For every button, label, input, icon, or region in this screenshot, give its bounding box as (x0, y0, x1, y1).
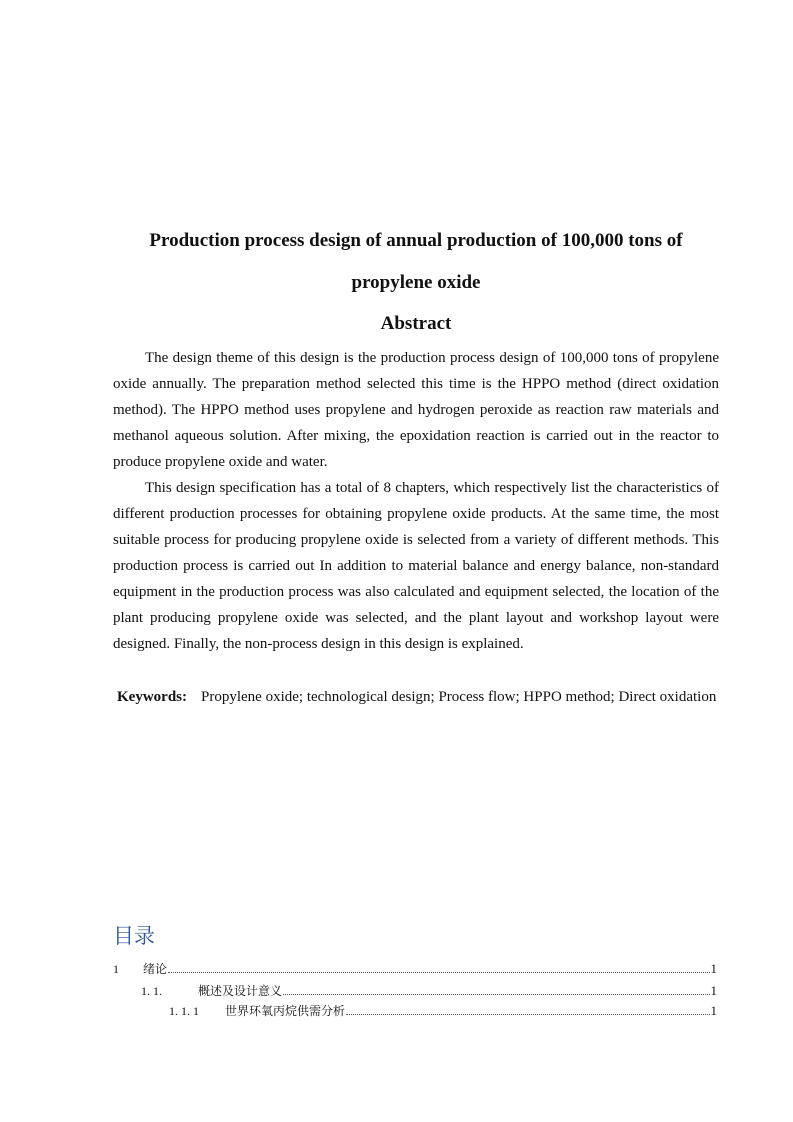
toc-leader-dots (168, 971, 709, 973)
toc-leader-dots (346, 1013, 709, 1015)
abstract-paragraph-1: The design theme of this design is the production process design of 100,000 tons of propylene oxide annually. The preparation method selected this time is the HPPO method (direct oxidation method). The HPPO method uses propylene and hydrogen peroxide as reaction raw materials and methanol aqueous solution. After mixing, the epoxidation reaction is carried out in the reactor to produce propylene oxide and water. (113, 350, 719, 470)
abstract-paragraph-2: This design specification has a total of 8 chapters, which respectively list the characteristics of different production processes for obtaining propylene oxide products. At the same time, the most suitable process for producing propylene oxide is selected from a variety of different methods. This production process is carried out In addition to material balance and energy balance, non-standard equipment in the production process was also calculated and equipment selected, the location of the plant producing propylene oxide was selected, and the plant layout and workshop layout were designed. Finally, the non-process design in this design is explained. (113, 480, 719, 652)
keywords-line (113, 684, 719, 710)
toc-entry-label: 概述及设计意义 (198, 984, 283, 998)
abstract-heading: Abstract (380, 313, 452, 334)
toc-entry-number: 1. 1. 1 (169, 1004, 199, 1018)
toc-entry-page: 1 (710, 1003, 717, 1018)
keywords-label: Keywords: (117, 689, 187, 705)
toc-leader-dots (283, 993, 709, 995)
keywords-text: Propylene oxide; technological design; Process flow; HPPO method; Direct oxidation (201, 689, 717, 705)
toc-entry-page: 1 (710, 961, 717, 976)
title-line-1: Production process design of annual production of 100,000 tons of (149, 230, 683, 251)
toc-entry[interactable] (113, 959, 717, 977)
toc-entry[interactable] (141, 981, 717, 999)
toc-entry-number: 1. 1. (141, 984, 162, 998)
title-line-2: propylene oxide (351, 272, 481, 293)
toc-title: 目录 (113, 924, 155, 948)
toc-entry-label: 世界环氧丙烷供需分析 (225, 1004, 346, 1018)
toc-entry-page: 1 (710, 983, 717, 998)
toc-entry[interactable] (169, 1001, 717, 1019)
toc-entry-label: 绪论 (143, 962, 168, 976)
toc-entry-number: 1 (113, 962, 119, 976)
